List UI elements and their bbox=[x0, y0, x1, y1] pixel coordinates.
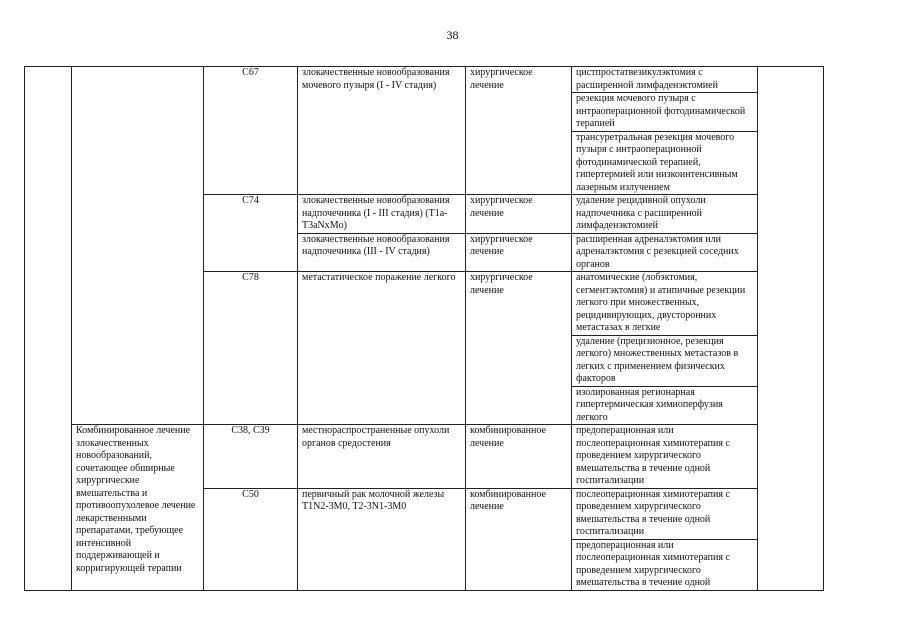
disease-cell: метастатическое поражение легкого bbox=[298, 272, 466, 425]
treatment-cell: хирургическое лечение bbox=[466, 233, 572, 272]
treatment-cell: хирургическое лечение bbox=[466, 195, 572, 234]
group-name-cell-empty bbox=[72, 67, 204, 425]
table-row bbox=[25, 67, 824, 93]
code-cell: C78 bbox=[204, 272, 298, 425]
method-cell: трансуретральная резекция мочевого пузыря с интраоперационной фотодинамической терапией, гипертермией или низкоинтенсивным лазерным излучением bbox=[572, 131, 758, 195]
disease-cell: злокачественные новообразования надпочечника (III - IV стадия) bbox=[298, 233, 466, 272]
method-cell: удаление рецидивной опухоли надпочечника с расширенной лимфаденэктомией bbox=[572, 195, 758, 234]
code-cell: C50 bbox=[204, 488, 298, 590]
code-cell: C67 bbox=[204, 67, 298, 195]
col-extra-cell bbox=[758, 67, 824, 591]
treatment-cell: хирургическое лечение bbox=[466, 272, 572, 425]
method-cell: предоперационная или послеоперационная химиотерапия с проведением хирургического вмешательства в течение одной bbox=[572, 539, 758, 590]
method-cell: послеоперационная химиотерапия с проведением хирургического вмешательства в течение одной госпитализации bbox=[572, 488, 758, 539]
code-cell: C38, C39 bbox=[204, 425, 298, 489]
disease-cell: злокачественные новообразования мочевого пузыря (I - IV стадия) bbox=[298, 67, 466, 195]
page-number: 38 bbox=[446, 28, 459, 42]
treatment-cell: комбинированное лечение bbox=[466, 488, 572, 590]
method-cell: анатомические (лобэктомия, сегментэктомия) и атипичные резекции легкого при множественных, рецидивирующих, двусторонних метастазах в легкие bbox=[572, 272, 758, 336]
method-cell: удаление (прецизионное, резекция легкого) множественных метастазов в легких с применением физических факторов bbox=[572, 335, 758, 386]
treatment-cell: комбинированное лечение bbox=[466, 425, 572, 489]
treatment-cell: хирургическое лечение bbox=[466, 67, 572, 195]
method-cell: предоперационная или послеоперационная химиотерапия с проведением хирургического вмешательства в течение одной госпитализации bbox=[572, 425, 758, 489]
group-name-cell: Комбинированное лечение злокачественных новообразований, сочетающее обширные хирургические вмешательства и противоопухолевое лечение лекарственными препаратами, требующее интенсивной поддерживающей и корригирующей терапии bbox=[72, 425, 204, 591]
method-cell: расширенная адреналэктомия или адреналэктомия с резекцией соседних органов bbox=[572, 233, 758, 272]
code-cell: C74 bbox=[204, 195, 298, 272]
method-cell: резекция мочевого пузыря с интраоперационной фотодинамической терапией bbox=[572, 93, 758, 132]
disease-cell: злокачественные новообразования надпочечника (I - III стадия) (T1a-T3aNxMo) bbox=[298, 195, 466, 234]
table-row bbox=[25, 425, 824, 489]
disease-cell: местнораспространенные опухоли органов средостения bbox=[298, 425, 466, 489]
medical-care-table bbox=[24, 66, 824, 591]
col-number-cell bbox=[25, 67, 72, 591]
method-cell: цистпростатвезикулэктомия с расширенной лимфаденэктомией bbox=[572, 67, 758, 93]
method-cell: изолированная регионарная гипертермическая химиоперфузия легкого bbox=[572, 386, 758, 425]
disease-cell: первичный рак молочной железы T1N2-3M0, T2-3N1-3M0 bbox=[298, 488, 466, 590]
